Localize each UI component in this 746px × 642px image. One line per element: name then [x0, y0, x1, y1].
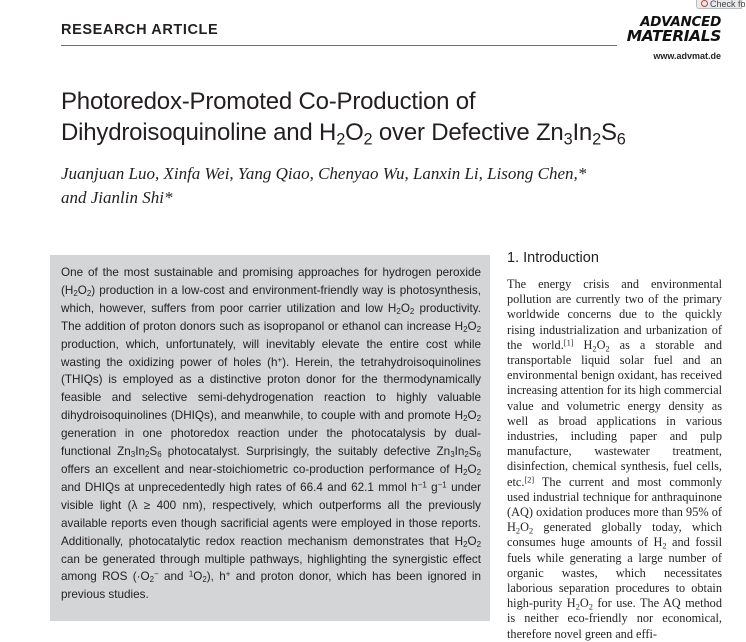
journal-logo-line2: MATERIALS [626, 26, 721, 45]
article-type: RESEARCH ARTICLE [61, 22, 219, 38]
title-text: over Defective Zn [372, 119, 564, 146]
title-subscript: 3 [563, 130, 573, 149]
introduction-text: The energy crisis and environmental pollution are currently two of the primary worldwide concerns due to the quickly rising industrialization and urbanization of the world.[1] $H_2O_2$ as a storable and transportable liquid solar fuel and an environmental benign oxidant, has received increasing attention for its high commercial value and volumetric energy density as well as broad applications in various industries, including paper and pulp manufacture, wastewater treatment, disinfection, chemical synthesis, fuel cells, etc.[2] The current and most commonly used industrial technique for anthraquinone (AQ) oxidation produces more than 95% of $H_2O_2$ generated globally today, which consumes huge amounts of $H_2$ and fossil fuels while generating a large number of organic wastes, which necessitates laborious separation procedures to obtain high-purity $H_2O_2$ for use. The AQ method is neither eco-friendly nor economical, therefore novel green and effi- [507, 277, 722, 641]
authors-line-2: and Jianlin Shi* [61, 188, 173, 207]
check-for-updates-button[interactable] [696, 0, 746, 9]
title-text: Photoredox-Promoted Co-Production of [61, 88, 476, 115]
journal-logo [627, 16, 721, 43]
abstract-box [50, 255, 490, 621]
title-subscript: 2 [592, 130, 601, 149]
check-for-updates-label: Check fo [710, 0, 746, 9]
authors-line-1: Juanjuan Luo, Xinfa Wei, Yang Qiao, Chenyao Wu, Lanxin Li, Lisong Chen,* [61, 164, 587, 183]
title-text: In [572, 119, 593, 146]
title-text: Dihydroisoquinoline and H [61, 119, 337, 146]
title-subscript: 2 [336, 130, 346, 149]
reference-link[interactable]: [1] [563, 338, 574, 348]
update-icon [701, 0, 708, 7]
title-text: O [345, 119, 364, 146]
journal-url: www.advmat.de [653, 51, 721, 61]
author-list [61, 162, 701, 210]
reference-link[interactable]: [2] [524, 475, 535, 485]
article-title [61, 86, 701, 148]
journal-logo-line1: ADVANCED [640, 14, 721, 30]
abstract-text: One of the most sustainable and promising approaches for hydrogen peroxide $(H_2O_2)$ production in a low-cost and environment-friendly way is photosynthesis, which, however, suffers from poor carrier utilization and low $H_2O_2$ productivity. The addition of proton donors such as isopropanol or ethanol can increase $H_2O_2$ production, which, unfortunately, will inevitably elevate the entire cost while wasting the oxidizing power of holes (h+). Herein, the tetrahydroisoquinolines (THIQs) is employed as a distinctive proton donor for the thermodynamically feasible and selective semi-dehydrogenation reaction to highly valuable dihydroisoquinolines (DHIQs), and meanwhile, to couple with and promote $H_2O_2$ generation in one photoredox reaction under the photocatalysis by dual-functional $Zn_3In_2S_6$ photocatalyst. Surprisingly, the suitably defective $Zn_3In_2S_6$ offers an excellent and near-stoichiometric co-production performance of $H_2O_2$ and DHIQs at unprecedentedly high rates of 66.4 and 62.1 mmol $h^{-1}$ $g^{-1}$ under visible light (λ ≥ 400 nm), respectively, which outperforms all the previously available reports even though sacrificial agents were employed in those reports. Additionally, photocatalytic redox reaction mechanism demonstrates that $H_2O_2$ can be generated through multiple pathways, highlighting the synergistic effect among ROS ($\cdot O_2^-$ and $^1O_2$), h+ and proton donor, which has been ignored in previous studies. [61, 266, 482, 602]
introduction-heading: 1. Introduction [507, 250, 599, 266]
header-divider [61, 45, 617, 46]
title-subscript: 6 [616, 130, 626, 149]
title-text: S [600, 119, 617, 146]
title-subscript: 2 [363, 130, 373, 149]
